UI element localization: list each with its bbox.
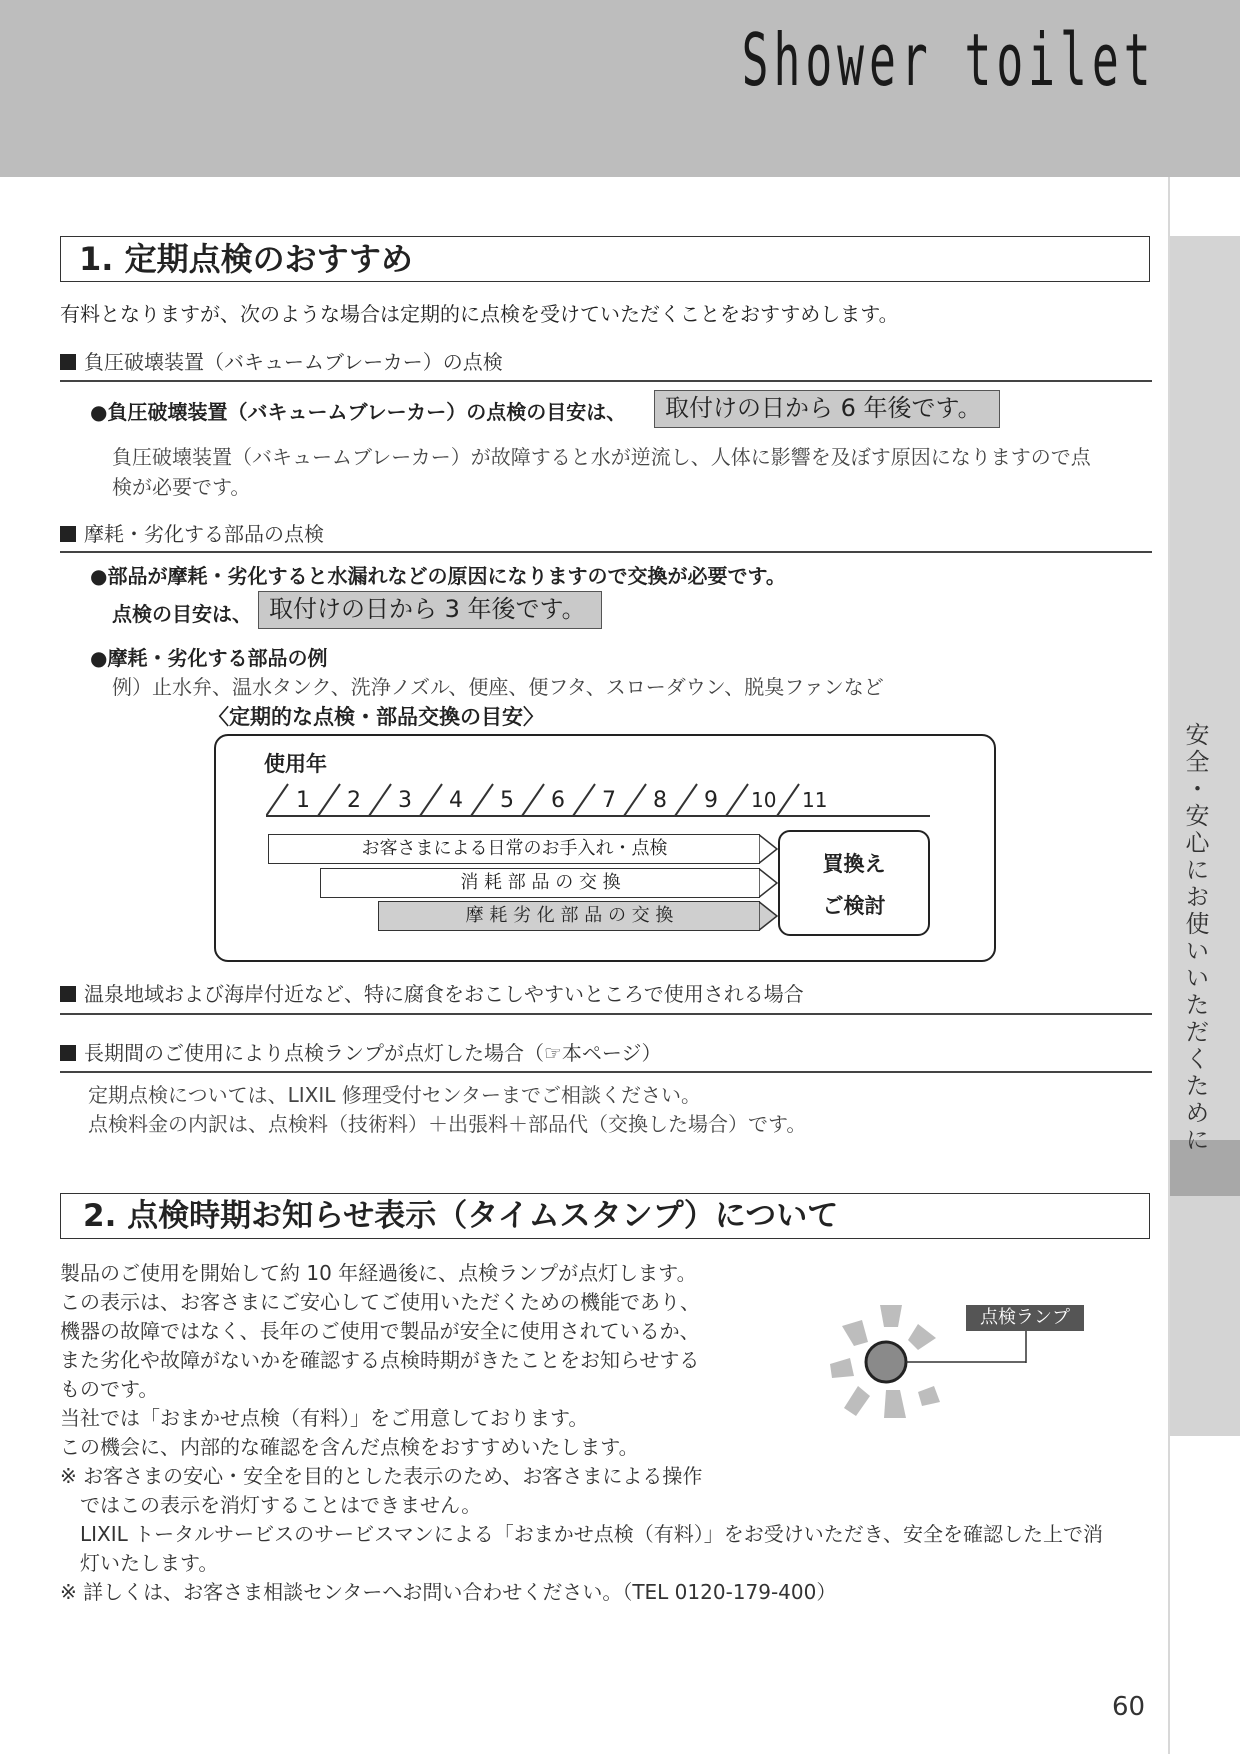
year-tick: 6 — [551, 788, 565, 813]
result-line-2: ご検討 — [822, 894, 886, 918]
page-header — [0, 0, 1240, 177]
divider — [60, 551, 1152, 553]
body-line: ではこの表示を消灯することはできません。 — [60, 1493, 482, 1517]
diagram-title: 〈定期的な点検・部品交換の目安〉 — [208, 705, 544, 729]
year-tick: 2 — [347, 788, 361, 813]
body-line: 当社では「おまかせ点検（有料）」をご用意しております。 — [60, 1406, 589, 1430]
year-tick: 10 — [751, 788, 777, 812]
bar-wear-parts-replace: 摩 耗 劣 化 部 品 の 交 換 — [378, 901, 760, 931]
body-line: また劣化や故障がないかを確認する点検時期がきたことをお知らせする — [60, 1348, 700, 1372]
wear-heading: 摩耗・劣化する部品の点検 — [60, 518, 324, 547]
wear-guide-label: 点検の目安は、 — [112, 602, 252, 626]
body-line: ものです。 — [60, 1377, 159, 1401]
lamp-label-badge: 点検ランプ — [966, 1305, 1084, 1331]
example-text: 例）止水弁、温水タンク、洗浄ノズル、便座、便フタ、スローダウン、脱臭ファンなど — [112, 675, 884, 699]
bar-arrow-tip — [759, 868, 779, 898]
year-tick: 9 — [704, 788, 718, 813]
body-line: ※ 詳しくは、お客さま相談センターへお問い合わせください。（TEL 0120-179-400） — [60, 1580, 837, 1604]
lamp-desc-2: 点検料金の内訳は、点検料（技術料）＋出張料＋部品代（交換した場合）です。 — [88, 1112, 807, 1136]
section1-title: 1. 定期点検のおすすめ — [60, 236, 1150, 282]
body-line: 灯いたします。 — [60, 1551, 219, 1575]
year-tick: 3 — [398, 788, 412, 813]
body-line: ※ お客さまの安心・安全を目的とした表示のため、お客さまによる操作 — [60, 1464, 703, 1488]
result-line-1: 買換え — [822, 852, 886, 876]
bar-arrow-tip — [759, 901, 779, 931]
section1-intro: 有料となりますが、次のような場合は定期的に点検を受けていただくことをおすすめします。 — [60, 302, 899, 326]
year-tick: 1 — [296, 788, 310, 813]
divider — [60, 1013, 1152, 1015]
body-line: LIXIL トータルサービスのサービスマンによる「おまかせ点検（有料）」をお受けいただき、安全を確認した上で消 — [60, 1522, 1103, 1546]
year-tick: 8 — [653, 788, 667, 813]
divider — [60, 380, 1152, 382]
year-tick: 4 — [449, 788, 463, 813]
year-axis — [266, 780, 932, 820]
year-label: 使用年 — [264, 752, 327, 776]
body-line: 製品のご使用を開始して約 10 年経過後に、点検ランプが点灯します。 — [60, 1261, 697, 1285]
bar-consumable-replace: 消 耗 部 品 の 交 換 — [320, 868, 760, 898]
vacuum-heading: 負圧破壊装置（バキュームブレーカー）の点検 — [60, 346, 503, 375]
body-line: この表示は、お客さまにご安心してご使用いただくための機能であり、 — [60, 1290, 700, 1314]
hotspring-heading: 温泉地域および海岸付近など、特に腐食をおこしやすいところで使用される場合 — [60, 978, 804, 1007]
section2-title: 2. 点検時期お知らせ表示（タイムスタンプ）について — [60, 1193, 1150, 1239]
example-title: ●摩耗・劣化する部品の例 — [90, 646, 328, 670]
body-line: 機器の故障ではなく、長年のご使用で製品が安全に使用されているか、 — [60, 1319, 700, 1343]
bar-daily-care: お客さまによる日常のお手入れ・点検 — [268, 834, 760, 864]
wear-highlight: 取付けの日から 3 年後です。 — [258, 591, 602, 629]
wear-bullet: ●部品が摩耗・劣化すると水漏れなどの原因になりますので交換が必要です。 — [90, 564, 786, 588]
year-tick: 11 — [802, 788, 828, 812]
brand-logo: Shower toilet — [742, 18, 1156, 102]
replacement-consider-box — [778, 830, 930, 936]
lamp-heading: 長期間のご使用により点検ランプが点灯した場合（☞本ページ） — [60, 1037, 662, 1066]
lamp-leader-line — [1024, 1330, 1028, 1364]
vacuum-highlight: 取付けの日から 6 年後です。 — [654, 390, 1000, 428]
lamp-desc-1: 定期点検については、LIXIL 修理受付センターまでご相談ください。 — [88, 1083, 701, 1107]
vacuum-desc-1: 負圧破壊装置（バキュームブレーカー）が故障すると水が逆流し、人体に影響を及ぼす原因になりますので点 — [112, 445, 1091, 469]
bar-arrow-tip — [759, 834, 779, 864]
year-tick: 7 — [602, 788, 616, 813]
page-number: 60 — [1112, 1692, 1146, 1722]
vacuum-bullet: ●負圧破壊装置（バキュームブレーカー）の点検の目安は、 — [90, 400, 627, 424]
divider — [60, 1071, 1152, 1073]
side-tab-label: 安全・安心にお使いいただくために — [1181, 722, 1209, 1154]
body-line: この機会に、内部的な確認を含んだ点検をおすすめいたします。 — [60, 1435, 639, 1459]
year-tick: 5 — [500, 788, 514, 813]
vacuum-desc-2: 検が必要です。 — [112, 475, 251, 499]
